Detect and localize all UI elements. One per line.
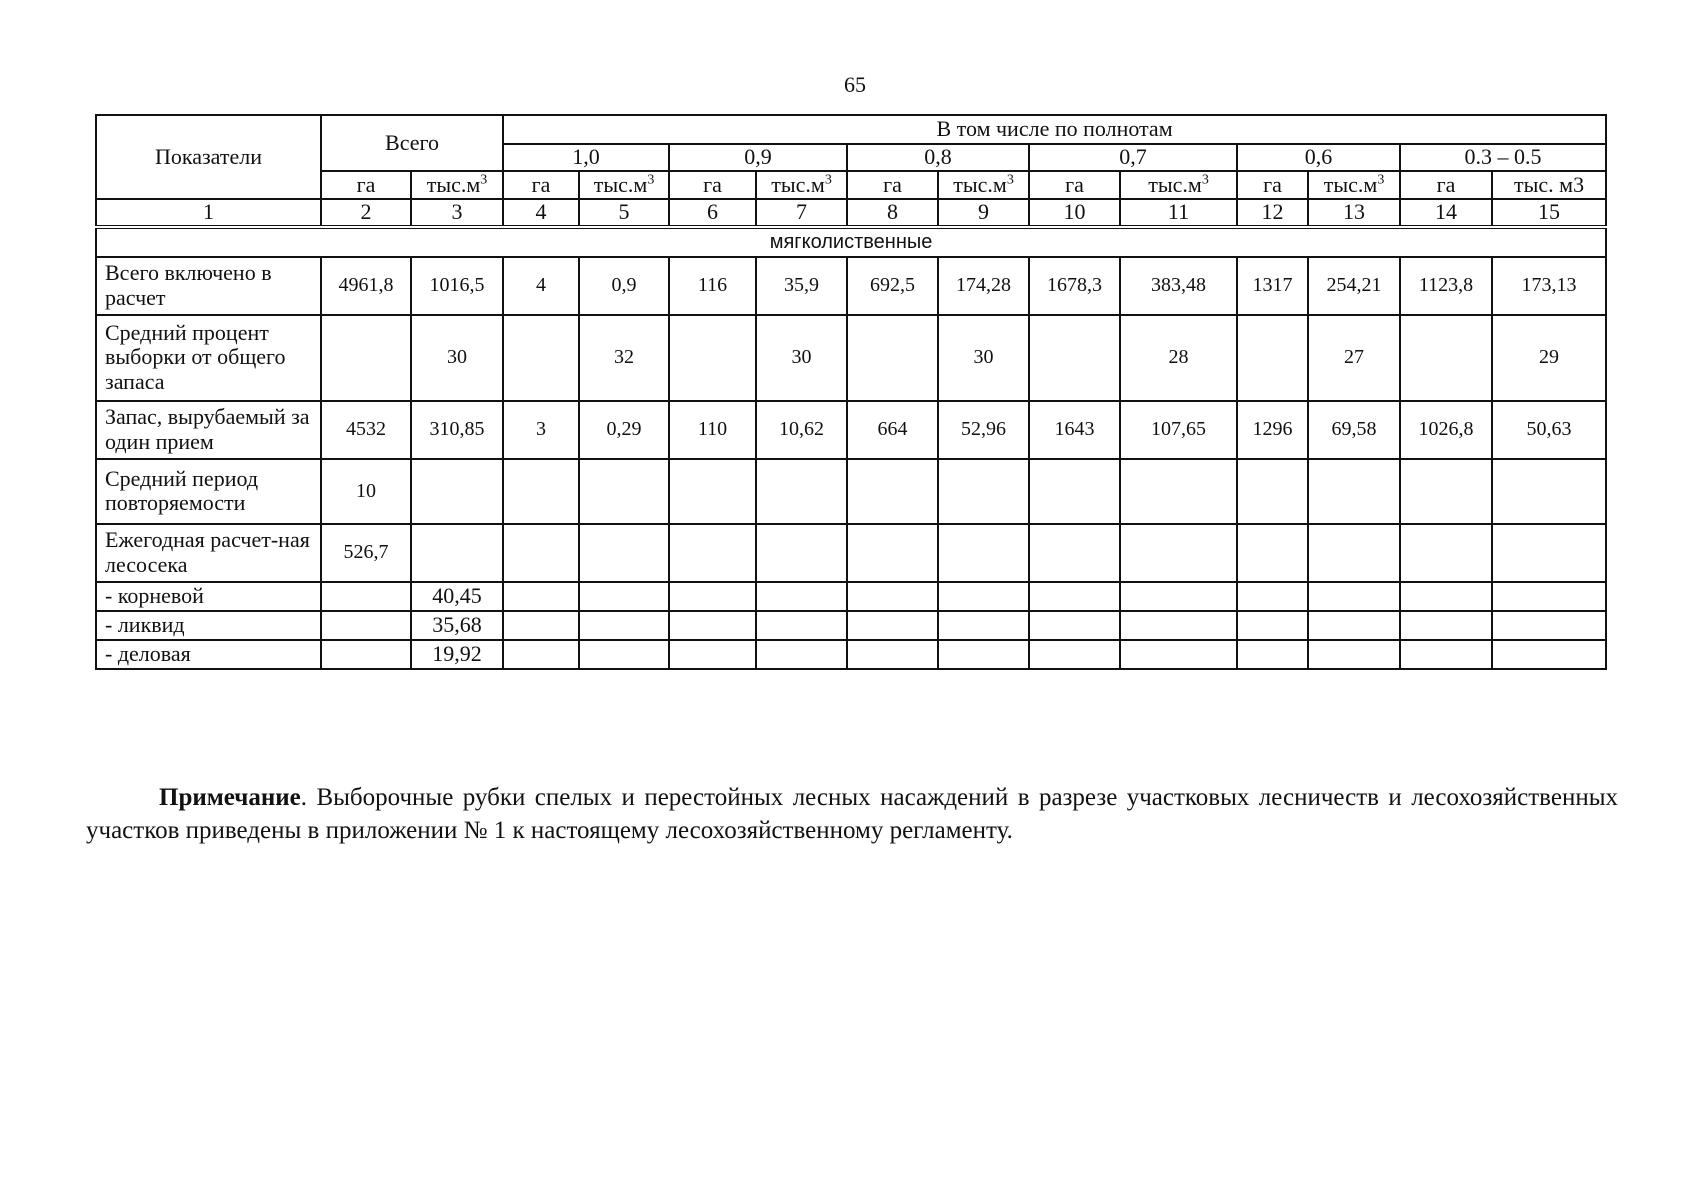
row-label: Средний период повторяемости (96, 459, 321, 524)
table-cell (669, 524, 756, 582)
table-cell (1400, 315, 1492, 401)
density-0-9: 0,9 (669, 144, 847, 171)
col-number: 4 (503, 199, 579, 227)
table-cell (579, 640, 669, 669)
table-cell (669, 611, 756, 640)
table-cell: 116 (669, 257, 756, 315)
table-cell (579, 611, 669, 640)
table-cell (847, 315, 938, 401)
table-cell (321, 640, 411, 669)
col-number: 5 (579, 199, 669, 227)
unit-m3: $тыс.м^3$ (756, 171, 847, 199)
col-number: 12 (1237, 199, 1308, 227)
table-cell (756, 524, 847, 582)
table-cell: 1643 (1029, 401, 1120, 459)
unit-m3-last: тыс. м3 (1492, 171, 1606, 199)
table-cell (756, 640, 847, 669)
table-cell: 29 (1492, 315, 1606, 401)
table-cell (411, 459, 503, 524)
table-cell (1400, 611, 1492, 640)
felling-table (95, 114, 1607, 670)
table-cell (1308, 459, 1400, 524)
table-cell (1308, 640, 1400, 669)
header-total: Всего (321, 115, 503, 171)
table-cell (1400, 640, 1492, 669)
table-cell (1029, 582, 1120, 611)
table-cell (1029, 459, 1120, 524)
table-cell (1400, 459, 1492, 524)
unit-ha: га (1237, 171, 1308, 199)
table-cell (579, 582, 669, 611)
table-cell: 173,13 (1492, 257, 1606, 315)
table-cell: 19,92 (411, 640, 503, 669)
table-cell (1308, 524, 1400, 582)
row-label: Ежегодная расчет-ная лесосека (96, 524, 321, 582)
table-cell: 52,96 (938, 401, 1029, 459)
table-cell: 1016,5 (411, 257, 503, 315)
col-number: 11 (1120, 199, 1237, 227)
table-cell (1120, 459, 1237, 524)
unit-ha: га (1029, 171, 1120, 199)
table-cell (503, 459, 579, 524)
col-number: 2 (321, 199, 411, 227)
header-by-density: В том числе по полнотам (503, 115, 1606, 144)
section-title: мягколиственные (96, 227, 1606, 257)
table-cell (669, 582, 756, 611)
page-number: 65 (844, 72, 866, 97)
table-cell (503, 640, 579, 669)
table-cell (938, 611, 1029, 640)
table-cell (1237, 315, 1308, 401)
table-cell (1237, 611, 1308, 640)
col-number: 14 (1400, 199, 1492, 227)
unit-ha: га (503, 171, 579, 199)
table-cell: 32 (579, 315, 669, 401)
table-cell: 107,65 (1120, 401, 1237, 459)
row-label: Средний процент выборки от общего запаса (96, 315, 321, 401)
section-row (96, 227, 1606, 257)
table-cell (1400, 582, 1492, 611)
column-numbers-row (96, 199, 1606, 227)
table-cell (321, 582, 411, 611)
table-cell (1120, 611, 1237, 640)
table-cell (1492, 459, 1606, 524)
table-cell (669, 640, 756, 669)
table-cell: 4532 (321, 401, 411, 459)
table-cell: 10 (321, 459, 411, 524)
table-cell: 1317 (1237, 257, 1308, 315)
table-cell: 0,9 (579, 257, 669, 315)
table-cell (938, 524, 1029, 582)
table-cell: 69,58 (1308, 401, 1400, 459)
unit-m3: $тыс.м^3$ (1308, 171, 1400, 199)
table-cell: 30 (411, 315, 503, 401)
table-cell (938, 459, 1029, 524)
table-cell: 10,62 (756, 401, 847, 459)
col-number: 1 (96, 199, 321, 227)
table-cell (1120, 640, 1237, 669)
table-row (96, 257, 1606, 315)
table-cell (503, 524, 579, 582)
table-row (96, 459, 1606, 524)
table-cell: 3 (503, 401, 579, 459)
table-cell: 1678,3 (1029, 257, 1120, 315)
table-cell (847, 582, 938, 611)
table-cell (1237, 640, 1308, 669)
table-cell: 35,9 (756, 257, 847, 315)
col-number: 13 (1308, 199, 1400, 227)
unit-m3: $тыс.м^3$ (579, 171, 669, 199)
table-cell: 4961,8 (321, 257, 411, 315)
unit-m3: $тыс.м^3$ (1120, 171, 1237, 199)
table-cell (669, 315, 756, 401)
table-cell: 110 (669, 401, 756, 459)
table-cell (669, 459, 756, 524)
col-number: 10 (1029, 199, 1120, 227)
table-cell: 28 (1120, 315, 1237, 401)
table-cell (1237, 582, 1308, 611)
table-row (96, 582, 1606, 611)
table-cell: 1296 (1237, 401, 1308, 459)
table-cell (321, 611, 411, 640)
table-cell (847, 459, 938, 524)
row-label: Запас, вырубаемый за один прием (96, 401, 321, 459)
table-cell (1237, 524, 1308, 582)
table-cell: 0,29 (579, 401, 669, 459)
table-cell (1492, 524, 1606, 582)
table-cell: 30 (756, 315, 847, 401)
table-cell: 692,5 (847, 257, 938, 315)
table-cell: 310,85 (411, 401, 503, 459)
row-label: - корневой (96, 582, 321, 611)
unit-m3: $тыс.м^3$ (411, 171, 503, 199)
table-cell: 526,7 (321, 524, 411, 582)
table-cell: 1123,8 (1400, 257, 1492, 315)
col-number: 6 (669, 199, 756, 227)
table-cell (1492, 582, 1606, 611)
row-label: Всего включено в расчет (96, 257, 321, 315)
table-row (96, 640, 1606, 669)
table-cell (1120, 524, 1237, 582)
table-row (96, 524, 1606, 582)
note-title: Примечание (159, 784, 301, 811)
col-number: 8 (847, 199, 938, 227)
header-units-row (96, 171, 1606, 199)
table-cell (321, 315, 411, 401)
unit-ha: га (847, 171, 938, 199)
col-number: 9 (938, 199, 1029, 227)
table-cell (938, 640, 1029, 669)
table-cell: 383,48 (1120, 257, 1237, 315)
table-cell (1492, 611, 1606, 640)
table-cell (503, 315, 579, 401)
table-cell (1237, 459, 1308, 524)
table-cell (756, 459, 847, 524)
table-cell (579, 459, 669, 524)
density-0-3-0-5: 0.3 – 0.5 (1400, 144, 1606, 171)
table-cell: 254,21 (1308, 257, 1400, 315)
unit-m3: $тыс.м^3$ (938, 171, 1029, 199)
table-cell (503, 611, 579, 640)
density-0-6: 0,6 (1237, 144, 1400, 171)
table-cell (1029, 640, 1120, 669)
table-cell (1308, 582, 1400, 611)
row-label: - ликвид (96, 611, 321, 640)
table-cell (1029, 611, 1120, 640)
unit-ha: га (669, 171, 756, 199)
table-cell (847, 611, 938, 640)
table-cell: 30 (938, 315, 1029, 401)
table-cell: 27 (1308, 315, 1400, 401)
table-cell (847, 524, 938, 582)
table-cell: 1026,8 (1400, 401, 1492, 459)
note-paragraph (86, 781, 1618, 847)
table-cell (503, 582, 579, 611)
table-cell (756, 611, 847, 640)
density-0-8: 0,8 (847, 144, 1029, 171)
col-number: 15 (1492, 199, 1606, 227)
table-cell: 35,68 (411, 611, 503, 640)
table-cell: 664 (847, 401, 938, 459)
table-cell (411, 524, 503, 582)
table-cell: 40,45 (411, 582, 503, 611)
table-row (96, 315, 1606, 401)
col-number: 7 (756, 199, 847, 227)
table-cell (1308, 611, 1400, 640)
table-cell (579, 524, 669, 582)
density-1-0: 1,0 (503, 144, 669, 171)
table-cell (938, 582, 1029, 611)
table-cell (1120, 582, 1237, 611)
table-cell: 50,63 (1492, 401, 1606, 459)
col-number: 3 (411, 199, 503, 227)
header-row-1 (96, 115, 1606, 144)
table-cell (1029, 524, 1120, 582)
table-cell: 174,28 (938, 257, 1029, 315)
table-cell (1029, 315, 1120, 401)
table-cell (1492, 640, 1606, 669)
table-row (96, 401, 1606, 459)
header-indicators: Показатели (96, 115, 321, 199)
density-0-7: 0,7 (1029, 144, 1237, 171)
table-row (96, 611, 1606, 640)
table-cell (1400, 524, 1492, 582)
unit-ha: га (1400, 171, 1492, 199)
note-text: . Выборочные рубки спелых и перестойных лесных насаждений в разрезе участковых лесничеств и лесохозяйственных участков приведены в приложении № 1 к настоящему лесохозяйственному регламенту. (86, 784, 1618, 844)
table-cell: 4 (503, 257, 579, 315)
row-label: - деловая (96, 640, 321, 669)
table-cell (847, 640, 938, 669)
table-cell (756, 582, 847, 611)
unit-ha: га (321, 171, 411, 199)
